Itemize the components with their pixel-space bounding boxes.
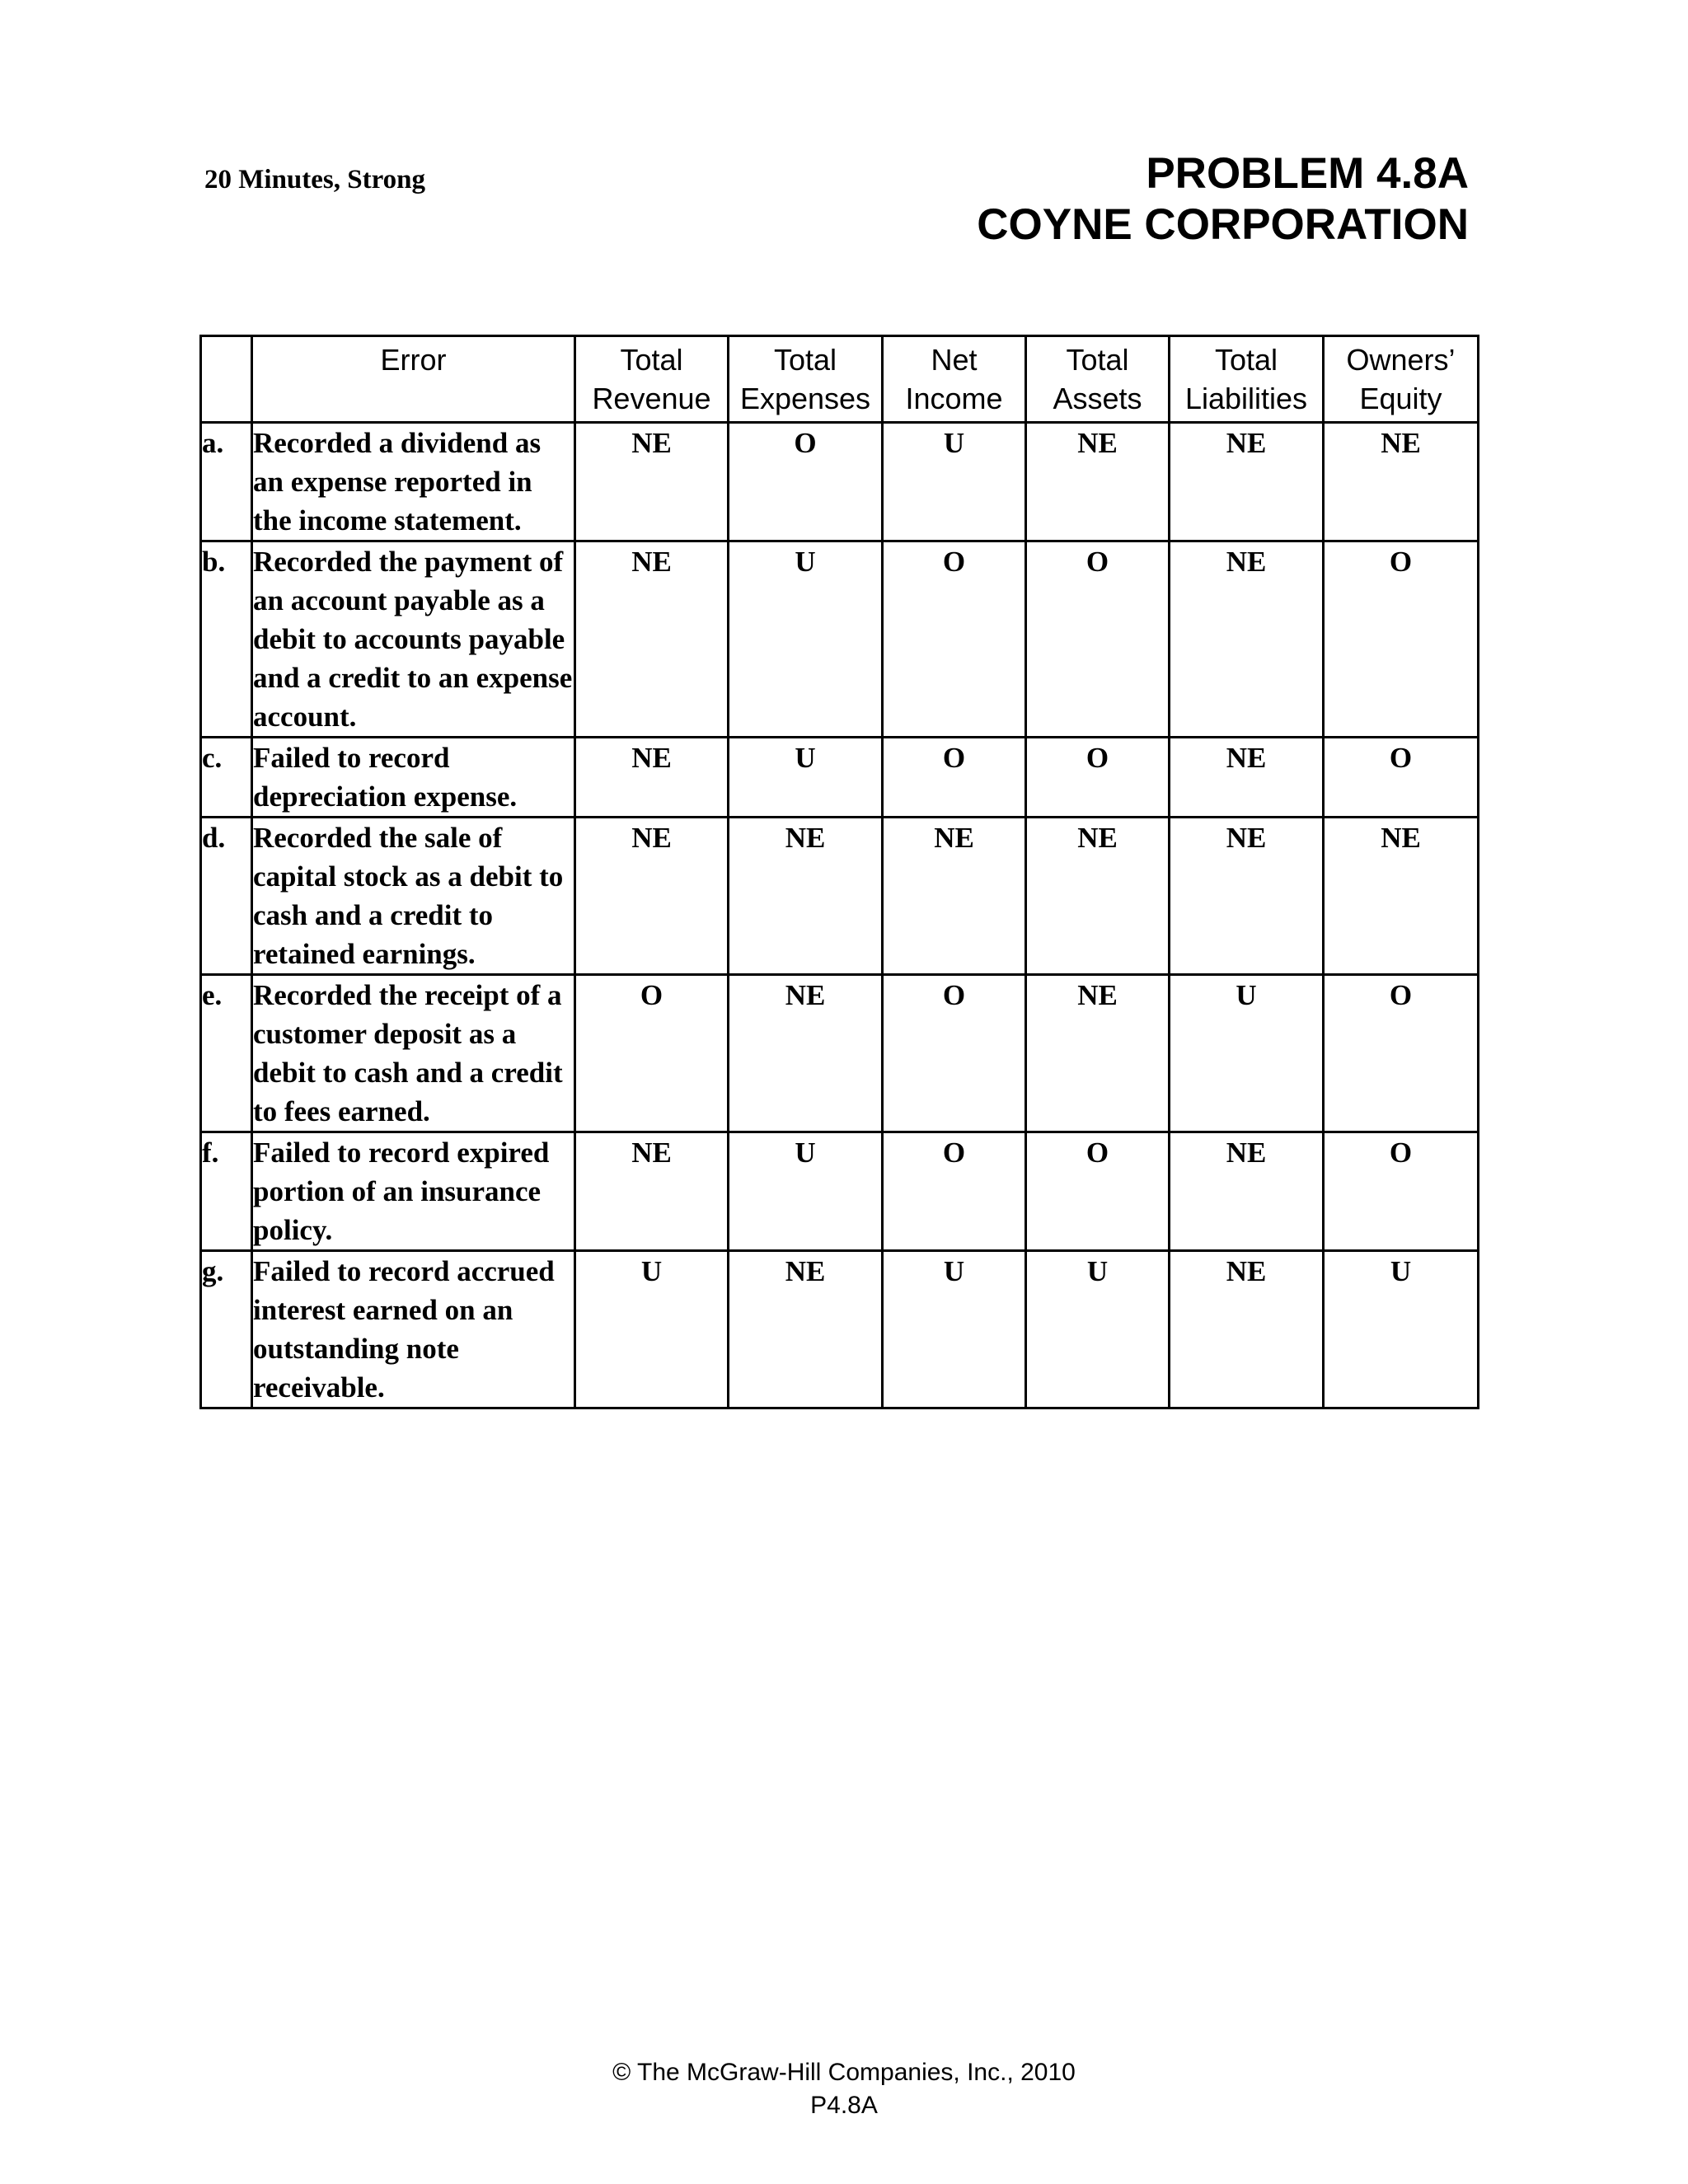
problem-title-block <box>977 148 1469 251</box>
header-total-revenue: Total Revenue <box>575 336 729 423</box>
header-total-expenses: Total Expenses <box>729 336 883 423</box>
error-effects-table <box>199 335 1479 1409</box>
row-letter: c. <box>201 738 252 818</box>
cell-owners-equity: O <box>1324 975 1479 1132</box>
cell-total-liabilities: NE <box>1170 818 1324 975</box>
cell-total-liabilities: U <box>1170 975 1324 1132</box>
cell-net-income: O <box>883 975 1026 1132</box>
table-header-row <box>201 336 1479 423</box>
time-difficulty-label: 20 Minutes, Strong <box>204 165 425 194</box>
cell-owners-equity: O <box>1324 541 1479 738</box>
header-total-liabilities: Total Liabilities <box>1170 336 1324 423</box>
header-letter <box>201 336 252 423</box>
cell-net-income: U <box>883 1251 1026 1408</box>
cell-total-revenue: NE <box>575 541 729 738</box>
cell-total-expenses: O <box>729 423 883 541</box>
page-footer <box>0 2056 1688 2122</box>
cell-total-revenue: NE <box>575 738 729 818</box>
cell-owners-equity: NE <box>1324 423 1479 541</box>
table-row <box>201 541 1479 738</box>
cell-total-expenses: U <box>729 738 883 818</box>
header-error <box>252 336 575 423</box>
table-row <box>201 738 1479 818</box>
cell-total-assets: U <box>1026 1251 1170 1408</box>
header-error-label: Error <box>380 343 447 377</box>
cell-owners-equity: O <box>1324 738 1479 818</box>
cell-total-revenue: U <box>575 1251 729 1408</box>
cell-total-expenses: U <box>729 1132 883 1251</box>
table-row <box>201 975 1479 1132</box>
page-id: P4.8A <box>810 2092 878 2119</box>
cell-total-liabilities: NE <box>1170 423 1324 541</box>
cell-total-revenue: NE <box>575 423 729 541</box>
table-row <box>201 1251 1479 1408</box>
row-error-description: Recorded the receipt of a customer deposit as a debit to cash and a credit to fees earned. <box>252 975 575 1132</box>
cell-net-income: O <box>883 1132 1026 1251</box>
cell-total-expenses: NE <box>729 1251 883 1408</box>
cell-owners-equity: O <box>1324 1132 1479 1251</box>
header-total-assets: Total Assets <box>1026 336 1170 423</box>
row-letter: a. <box>201 423 252 541</box>
row-letter: f. <box>201 1132 252 1251</box>
cell-total-assets: NE <box>1026 818 1170 975</box>
row-letter: e. <box>201 975 252 1132</box>
cell-total-revenue: O <box>575 975 729 1132</box>
cell-total-assets: NE <box>1026 975 1170 1132</box>
table-row <box>201 818 1479 975</box>
table-row <box>201 423 1479 541</box>
row-letter: g. <box>201 1251 252 1408</box>
header-net-income: Net Income <box>883 336 1026 423</box>
cell-total-revenue: NE <box>575 1132 729 1251</box>
cell-total-assets: NE <box>1026 423 1170 541</box>
cell-total-expenses: NE <box>729 975 883 1132</box>
cell-net-income: O <box>883 541 1026 738</box>
cell-owners-equity: NE <box>1324 818 1479 975</box>
row-error-description: Failed to record depreciation expense. <box>252 738 575 818</box>
problem-number: PROBLEM 4.8A <box>1146 149 1469 198</box>
cell-total-expenses: NE <box>729 818 883 975</box>
cell-total-assets: O <box>1026 1132 1170 1251</box>
cell-net-income: O <box>883 738 1026 818</box>
copyright-notice: © The McGraw-Hill Companies, Inc., 2010 <box>612 2059 1076 2086</box>
cell-total-liabilities: NE <box>1170 738 1324 818</box>
table-row <box>201 1132 1479 1251</box>
cell-total-expenses: U <box>729 541 883 738</box>
cell-total-assets: O <box>1026 541 1170 738</box>
row-error-description: Failed to record accrued interest earned on an outstanding note receivable. <box>252 1251 575 1408</box>
cell-total-assets: O <box>1026 738 1170 818</box>
row-letter: b. <box>201 541 252 738</box>
company-name: COYNE CORPORATION <box>977 200 1469 249</box>
cell-net-income: U <box>883 423 1026 541</box>
row-error-description: Recorded a dividend as an expense reported in the income statement. <box>252 423 575 541</box>
row-error-description: Recorded the sale of capital stock as a debit to cash and a credit to retained earnings. <box>252 818 575 975</box>
cell-total-liabilities: NE <box>1170 1251 1324 1408</box>
cell-owners-equity: U <box>1324 1251 1479 1408</box>
row-letter: d. <box>201 818 252 975</box>
row-error-description: Failed to record expired portion of an insurance policy. <box>252 1132 575 1251</box>
header-owners-equity: Owners’ Equity <box>1324 336 1479 423</box>
row-error-description: Recorded the payment of an account payable as a debit to accounts payable and a credit to an expense account. <box>252 541 575 738</box>
cell-net-income: NE <box>883 818 1026 975</box>
cell-total-liabilities: NE <box>1170 541 1324 738</box>
cell-total-revenue: NE <box>575 818 729 975</box>
cell-total-liabilities: NE <box>1170 1132 1324 1251</box>
